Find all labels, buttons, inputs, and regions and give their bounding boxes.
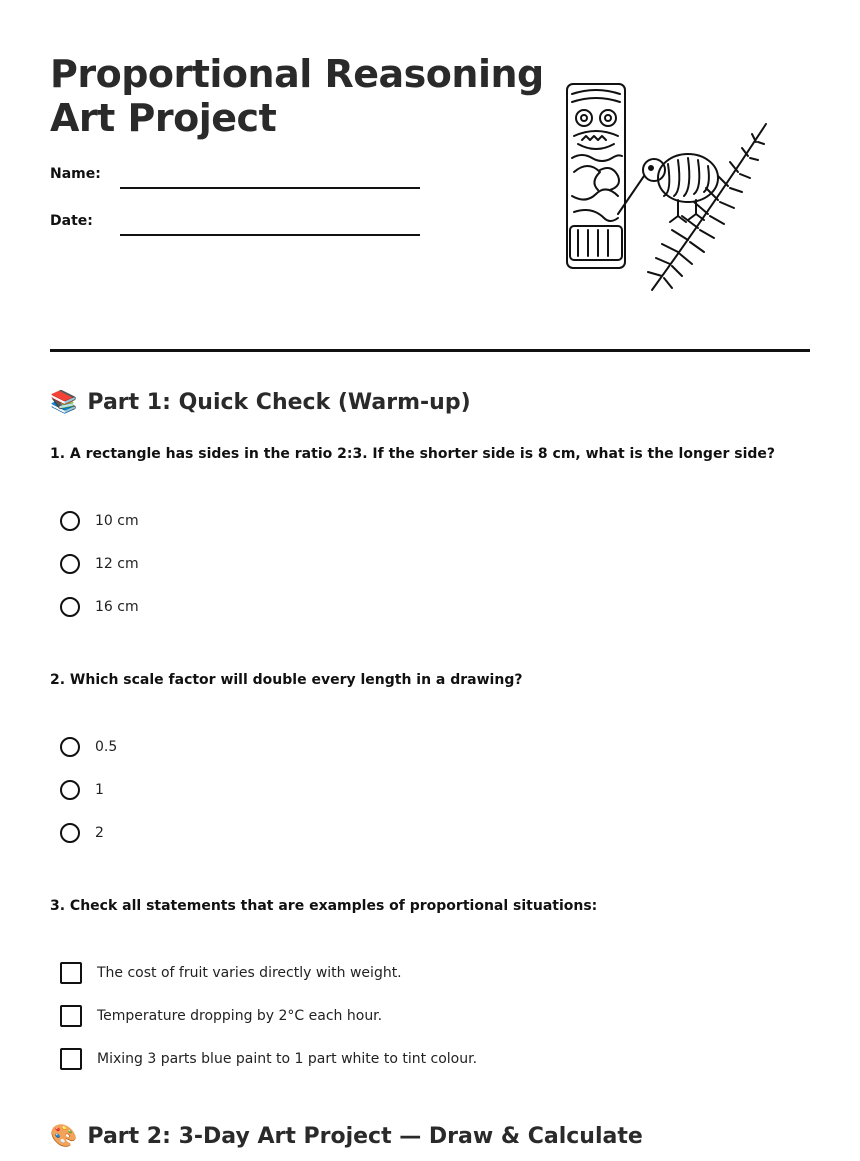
q1-option-1[interactable]: [60, 511, 139, 531]
option-label: Temperature dropping by 2°C each hour.: [97, 1008, 383, 1024]
name-label: Name:: [50, 166, 101, 182]
q3-option-3[interactable]: [60, 1048, 477, 1070]
option-label: The cost of fruit varies directly with weight.: [97, 965, 402, 981]
radio-button[interactable]: [60, 597, 80, 617]
tiki-kiwi-fern-illustration: [560, 80, 780, 300]
title-line-2: Art Project: [50, 96, 277, 140]
option-label: 2: [95, 825, 104, 841]
option-label: 16 cm: [95, 599, 139, 615]
checkbox[interactable]: [60, 1005, 82, 1027]
q2-option-3[interactable]: [60, 823, 104, 843]
option-label: 10 cm: [95, 513, 139, 529]
part2-heading-text: Part 2: 3-Day Art Project — Draw & Calculate: [87, 1124, 643, 1149]
radio-button[interactable]: [60, 554, 80, 574]
question-2: 2. Which scale factor will double every length in a drawing?: [50, 672, 523, 688]
radio-button[interactable]: [60, 823, 80, 843]
radio-button[interactable]: [60, 737, 80, 757]
part1-heading: [50, 390, 471, 415]
question-3: 3. Check all statements that are examples of proportional situations:: [50, 898, 598, 914]
q1-option-3[interactable]: [60, 597, 139, 617]
option-label: 0.5: [95, 739, 118, 755]
title-line-1: Proportional Reasoning: [50, 52, 544, 96]
date-field[interactable]: [120, 234, 420, 236]
option-label: Mixing 3 parts blue paint to 1 part white to tint colour.: [97, 1051, 478, 1067]
radio-button[interactable]: [60, 511, 80, 531]
checkbox[interactable]: [60, 1048, 82, 1070]
part2-heading: [50, 1124, 643, 1149]
books-icon: 📚: [50, 389, 78, 415]
checkbox[interactable]: [60, 962, 82, 984]
palette-icon: 🎨: [50, 1123, 78, 1149]
q3-option-2[interactable]: [60, 1005, 382, 1027]
q2-option-1[interactable]: [60, 737, 117, 757]
name-field[interactable]: [120, 187, 420, 189]
part1-heading-text: Part 1: Quick Check (Warm-up): [87, 390, 471, 415]
q3-option-1[interactable]: [60, 962, 402, 984]
date-label: Date:: [50, 213, 93, 229]
option-label: 12 cm: [95, 556, 139, 572]
option-label: 1: [95, 782, 104, 798]
q1-option-2[interactable]: [60, 554, 139, 574]
header-divider: [50, 349, 810, 352]
question-1: 1. A rectangle has sides in the ratio 2:3. If the shorter side is 8 cm, what is the longer side?: [50, 446, 775, 462]
radio-button[interactable]: [60, 780, 80, 800]
page-title: [50, 52, 544, 140]
q2-option-2[interactable]: [60, 780, 104, 800]
